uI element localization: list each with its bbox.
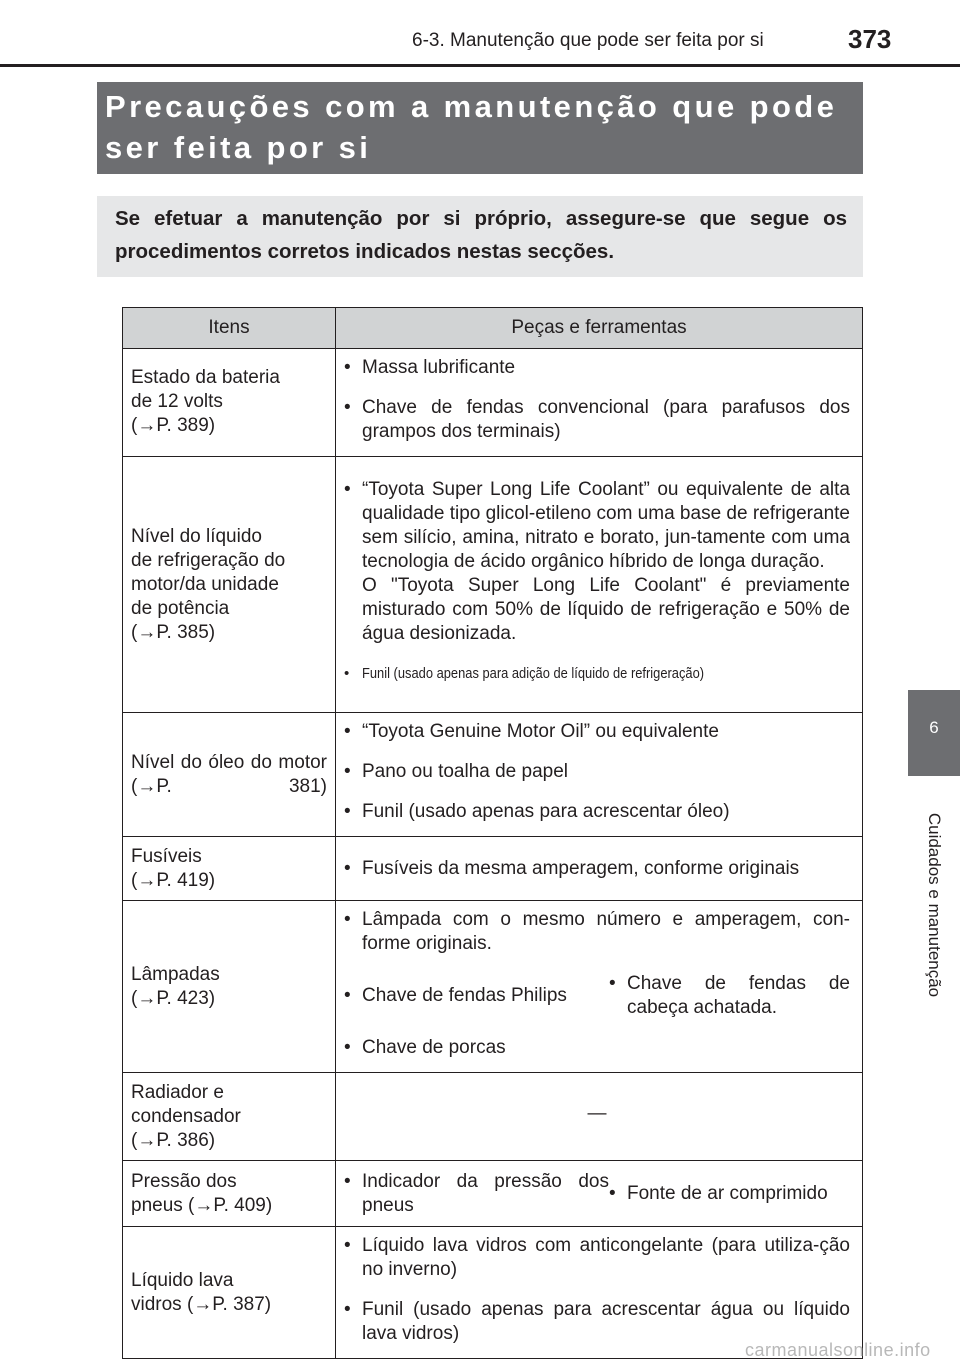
list-item-pair: • Indicador da pressão dos pneus • Fonte de ar comprimido (344, 1170, 828, 1216)
list-item: • Lâmpada com o mesmo número e amperagem, con-forme originais. (344, 909, 850, 954)
list-item: • Massa lubrificante (344, 356, 850, 380)
item-label: Estado da bateria de 12 volts (→P. 389) (131, 367, 280, 436)
item-cell (123, 837, 336, 901)
parts-cell (336, 1073, 863, 1161)
part-text: Chave de porcas (362, 1037, 506, 1058)
part-text: “Toyota Genuine Motor Oil” ou equivalente (362, 721, 719, 742)
item-label: Líquido lava vidros (→P. 387) (131, 1269, 272, 1315)
item-cell (123, 713, 336, 837)
part-text: Chave de fendas Philips (362, 985, 567, 1006)
part-text: Lâmpada com o mesmo número e amperagem, con-forme originais. (362, 909, 850, 954)
item-label: Fusíveis (→P. 419) (131, 845, 216, 891)
column-header-parts: Peças e ferramentas (336, 308, 863, 349)
list-item: • Líquido lava vidros com anticongelante (para utiliza-ção no inverno) (344, 1235, 850, 1280)
part-text: Funil (usado apenas para acrescentar óleo) (362, 801, 730, 822)
item-label: Radiador e condensador (→P. 386) (131, 1081, 241, 1151)
item-cell (123, 349, 336, 457)
list-item: • “Toyota Super Long Life Coolant” ou equivalente de alta qualidade tipo glicol-etileno com uma base de refrigerante sem silício, amina, nitrato e borato, jun-tamente com uma tecnologia de ácido orgânico híbrido de longa duração. O "Toyota Super Long Life Coolant" é previamente misturado com 50% de líquido de refrigeração e 50% de água desionizada. (344, 479, 850, 644)
intro-box (97, 196, 863, 277)
table-row (123, 1073, 863, 1161)
item-cell (123, 1227, 336, 1359)
item-label: Lâmpadas (→P. 423) (131, 963, 220, 1009)
page-number: 373 (848, 24, 892, 54)
list-item: • Chave de fendas convencional (para parafusos dos grampos dos terminais) (344, 397, 850, 442)
list-item-pair: • Chave de fendas Philips • Chave de fendas de cabeça achatada. (344, 973, 850, 1018)
item-cell (123, 457, 336, 713)
table-header-row (123, 308, 863, 349)
part-text: Chave de fendas convencional (para parafusos dos grampos dos terminais) (362, 397, 850, 442)
parts-cell (336, 457, 863, 713)
parts-cell (336, 1227, 863, 1359)
column-header-items: Itens (123, 308, 336, 349)
list-item: • Fusíveis da mesma amperagem, conforme originais (344, 857, 850, 881)
parts-cell (336, 837, 863, 901)
part-text: Fusíveis da mesma amperagem, conforme originais (362, 857, 800, 879)
list-item: • Pano ou toalha de papel (344, 760, 850, 784)
item-label: Nível do óleo do motor (→P. 381) (131, 751, 327, 797)
part-text: “Toyota Super Long Life Coolant” ou equivalente de alta qualidade tipo glicol-etileno com uma base de refrigerante sem silício, amina, nitrato e borato, jun-tamente com uma tecnologia de ácido orgânico híbrido de longa duração. O "Toyota Super Long Life Coolant" é previamente misturado com 50% de líquido de refrigeração e 50% de água desionizada. (362, 479, 850, 644)
item-label: Pressão dos pneus (→P. 409) (131, 1170, 273, 1216)
list-item: • Funil (usado apenas para acrescentar água ou líquido lava vidros) (344, 1299, 850, 1344)
section-header: 6-3. Manutenção que pode ser feita por si (412, 30, 764, 51)
list-item: • “Toyota Genuine Motor Oil” ou equivalente (344, 720, 850, 744)
table-row (123, 901, 863, 1073)
table-row (123, 349, 863, 457)
part-text: Chave de fendas de cabeça achatada. (627, 973, 850, 1018)
table-row (123, 1227, 863, 1359)
empty-dash: — (587, 1103, 607, 1124)
chapter-tab[interactable]: 6 (908, 690, 960, 776)
list-item: • Chave de porcas (344, 1036, 850, 1060)
parts-cell (336, 1161, 863, 1227)
intro-text: Se efetuar a manutenção por si próprio, assegure-se que segue os procedimentos corretos indicados nestas secções. (115, 207, 847, 263)
item-cell (123, 1161, 336, 1227)
part-text: Fonte de ar comprimido (627, 1182, 828, 1204)
item-label: Nível do líquido de refrigeração do motor/da unidade de potência (→P. 385) (131, 525, 286, 643)
table-row (123, 837, 863, 901)
list-item: • Funil (usado apenas para adição de líquido de refrigeração) (344, 662, 850, 686)
part-text: Indicador da pressão dos pneus (362, 1170, 609, 1216)
part-text: Líquido lava vidros com anticongelante (para utiliza-ção no inverno) (362, 1235, 850, 1280)
parts-cell (336, 901, 863, 1073)
list-item: • Funil (usado apenas para acrescentar óleo) (344, 800, 850, 824)
title-banner (97, 82, 863, 174)
table-row (123, 457, 863, 713)
maintenance-table (122, 307, 863, 1359)
chapter-tab-label: Cuidados e manutenção (925, 812, 944, 998)
part-text: Funil (usado apenas para adição de líquido de refrigeração) (362, 665, 705, 682)
header-rule (0, 64, 960, 67)
parts-cell (336, 349, 863, 457)
table-row (123, 1161, 863, 1227)
item-cell (123, 901, 336, 1073)
part-text: Funil (usado apenas para acrescentar água ou líquido lava vidros) (362, 1299, 850, 1344)
item-cell (123, 1073, 336, 1161)
table-row (123, 713, 863, 837)
parts-cell (336, 713, 863, 837)
watermark: carmanualsonline.info (745, 1340, 931, 1360)
part-text: Massa lubrificante (362, 357, 516, 378)
part-text: Pano ou toalha de papel (362, 761, 569, 782)
page-title: Precauções com a manutenção que pode ser feita por si (105, 89, 838, 165)
